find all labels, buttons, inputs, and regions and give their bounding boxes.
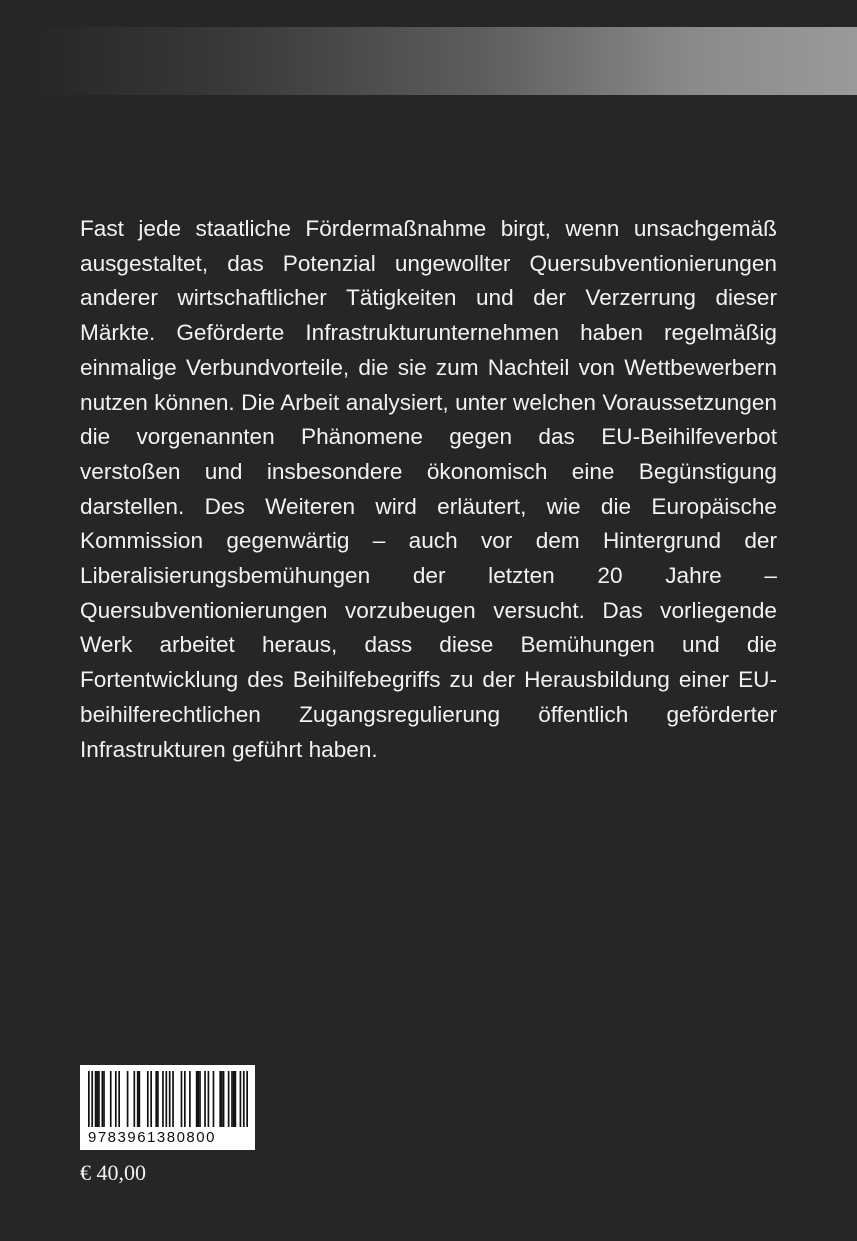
barcode-bar	[219, 1071, 221, 1127]
barcode-bar	[197, 1071, 199, 1127]
barcode-bar	[147, 1071, 149, 1127]
barcode-bar	[240, 1071, 242, 1127]
isbn-number: 9783961380800	[88, 1129, 216, 1146]
barcode-bar	[98, 1071, 100, 1127]
barcode-bar	[101, 1071, 103, 1127]
barcode-bar	[96, 1071, 98, 1127]
barcode-bar	[231, 1071, 233, 1127]
barcode-bar	[169, 1071, 171, 1127]
barcode-bar	[91, 1071, 93, 1127]
barcode-bar	[127, 1071, 129, 1127]
barcode-bar	[221, 1071, 223, 1127]
barcode-bar	[172, 1071, 174, 1127]
barcode-bar	[228, 1071, 230, 1127]
barcode-bar	[243, 1071, 245, 1127]
barcode-bar	[233, 1071, 235, 1127]
barcode-bar	[139, 1071, 141, 1127]
barcode-bar	[162, 1071, 164, 1127]
barcode-bar	[88, 1071, 90, 1127]
barcode-bar	[133, 1071, 135, 1127]
barcode-bar	[157, 1071, 159, 1127]
barcode-bar	[137, 1071, 139, 1127]
barcode-bar	[155, 1071, 157, 1127]
barcode-bar	[204, 1071, 206, 1127]
barcode-bar	[150, 1071, 152, 1127]
barcode-bar	[213, 1071, 215, 1127]
barcode-bar	[223, 1071, 225, 1127]
isbn-barcode	[80, 1065, 255, 1150]
barcode-bar	[184, 1071, 186, 1127]
barcode-bar	[110, 1071, 112, 1127]
barcode-bar	[246, 1071, 248, 1127]
barcode-bar	[103, 1071, 105, 1127]
price-label: € 40,00	[80, 1160, 146, 1185]
barcode-bar	[235, 1071, 237, 1127]
barcode-bar	[208, 1071, 210, 1127]
back-cover-blurb: Fast jede staatliche Fördermaßnahme birgt, wenn unsachgemäß ausgestaltet, das Potenzial ungewollter Quersubventionierungen anderer wirtschaftlicher Tätigkeiten und der Verzerrung dieser Märkte. Geförderte Infrastrukturunternehmen haben regelmäßig einmalige Verbundvorteile, die sie zum Nachteil von Wettbewerbern nutzen können. Die Arbeit analysiert, unter welchen Voraussetzungen die vorgenannten Phänomene gegen das EU-Beihilfeverbot verstoßen und insbesondere ökonomisch eine Begünstigung darstellen. Des Weiteren wird erläutert, wie die Europäische Kommission gegenwärtig – auch vor dem Hintergrund der Liberalisierungsbemühungen der letzten 20 Jahre – Quersubventionierungen vorzubeugen versucht. Das vorliegende Werk arbeitet heraus, dass diese Bemühungen und die Fortentwicklung des Beihilfebegriffs zu der Herausbildung einer EU-beihilferechtlichen Zugangsregulierung öffentlich geförderter Infrastrukturen geführt haben.	[80, 216, 777, 762]
barcode-bar	[165, 1071, 167, 1127]
top-gradient-band	[30, 27, 857, 95]
barcode-bar	[196, 1071, 198, 1127]
barcode-bar	[199, 1071, 201, 1127]
barcode-bar	[118, 1071, 120, 1127]
barcode-bar	[115, 1071, 117, 1127]
barcode-bar	[181, 1071, 183, 1127]
barcode-bar	[95, 1071, 97, 1127]
barcode-bars	[88, 1071, 248, 1127]
barcode-bar	[189, 1071, 191, 1127]
